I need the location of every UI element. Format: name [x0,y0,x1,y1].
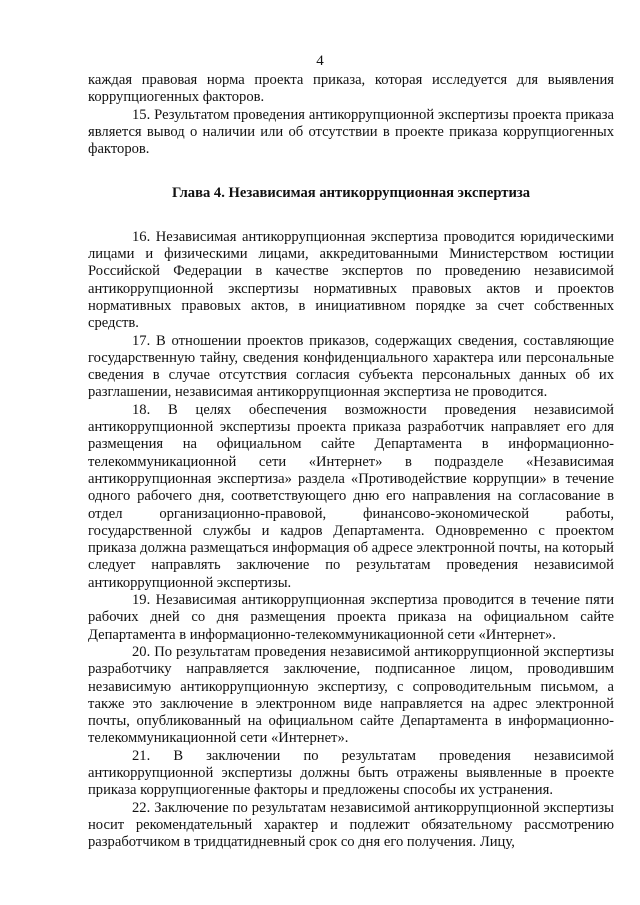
document-body [88,72,614,851]
chapter-heading: Глава 4. Независимая антикоррупционная экспертиза [171,185,531,202]
paragraph-16: 16. Независимая антикоррупционная экспертиза проводится юридическими лицами и физическими лицами, аккредитованными Министерством юстиции Российской Федерации в качестве экспертов по проведению независимой антикоррупционной экспертизы нормативных правовых актов и проектов нормативных правовых актов, в инициативном порядке за счет собственных средств. [88,228,614,332]
paragraph-19: 19. Независимая антикоррупционная экспертиза проводится в течение пяти рабочих дней со дня размещения проекта приказа на официальном сайте Департамента в информационно-телекоммуникационной сети «Интернет». [88,592,614,643]
paragraph-15: 15. Результатом проведения антикоррупционной экспертизы проекта приказа является вывод о наличии или об отсутствии в проекте приказа коррупциогенных факторов. [88,106,614,158]
paragraph-22: 22. Заключение по результатам независимой антикоррупционной экспертизы носит рекомендательный характер и подлежит обязательному рассмотрению разработчиком в тридцатидневный срок со дня его получения. Лицу, [88,799,614,851]
page-number: 4 [316,53,324,69]
paragraph-21: 21. В заключении по результатам проведения независимой антикоррупционной экспертизы должны быть отражены выявленные в проекте приказа коррупциогенные факторы и предложены способы их устранения. [88,747,614,799]
paragraph-20: 20. По результатам проведения независимой антикоррупционной экспертизы разработчику направляется заключение, подписанное лицом, проводившим независимую антикоррупционную экспертизу, с сопроводительным письмом, а также это заключение в электронном виде направляется на адрес электронной почты, опубликованный на официальном сайте Департамента в информационно-телекоммуникационной сети «Интернет». [88,643,614,747]
paragraph-18: 18. В целях обеспечения возможности проведения независимой антикоррупционной экспертизы проекта приказа разработчик направляет его для размещения на официальном сайте Департамента в информационно-телекоммуникационной сети «Интернет» в подразделе «Независимая антикоррупционная экспертиза» раздела «Противодействие коррупции» в течение одного рабочего дня, соответствующего дню его направления на согласование в отдел организационно-правовой, финансово-экономической работы, государственной службы и кадров Департамента. Одновременно с проектом приказа должна размещаться информация об адресе электронной почты, на который следует направлять заключение по результатам проведения независимой антикоррупционной экспертизы. [88,401,614,591]
paragraph-17: 17. В отношении проектов приказов, содержащих сведения, составляющие государственную тайну, сведения конфиденциального характера или персональные сведения в случае отсутствия согласия субъекта персональных данных об их разглашении, независимая антикоррупционная экспертиза не проводится. [88,332,614,401]
paragraph-continuation: каждая правовая норма проекта приказа, которая исследуется для выявления коррупциогенных факторов. [88,72,614,106]
